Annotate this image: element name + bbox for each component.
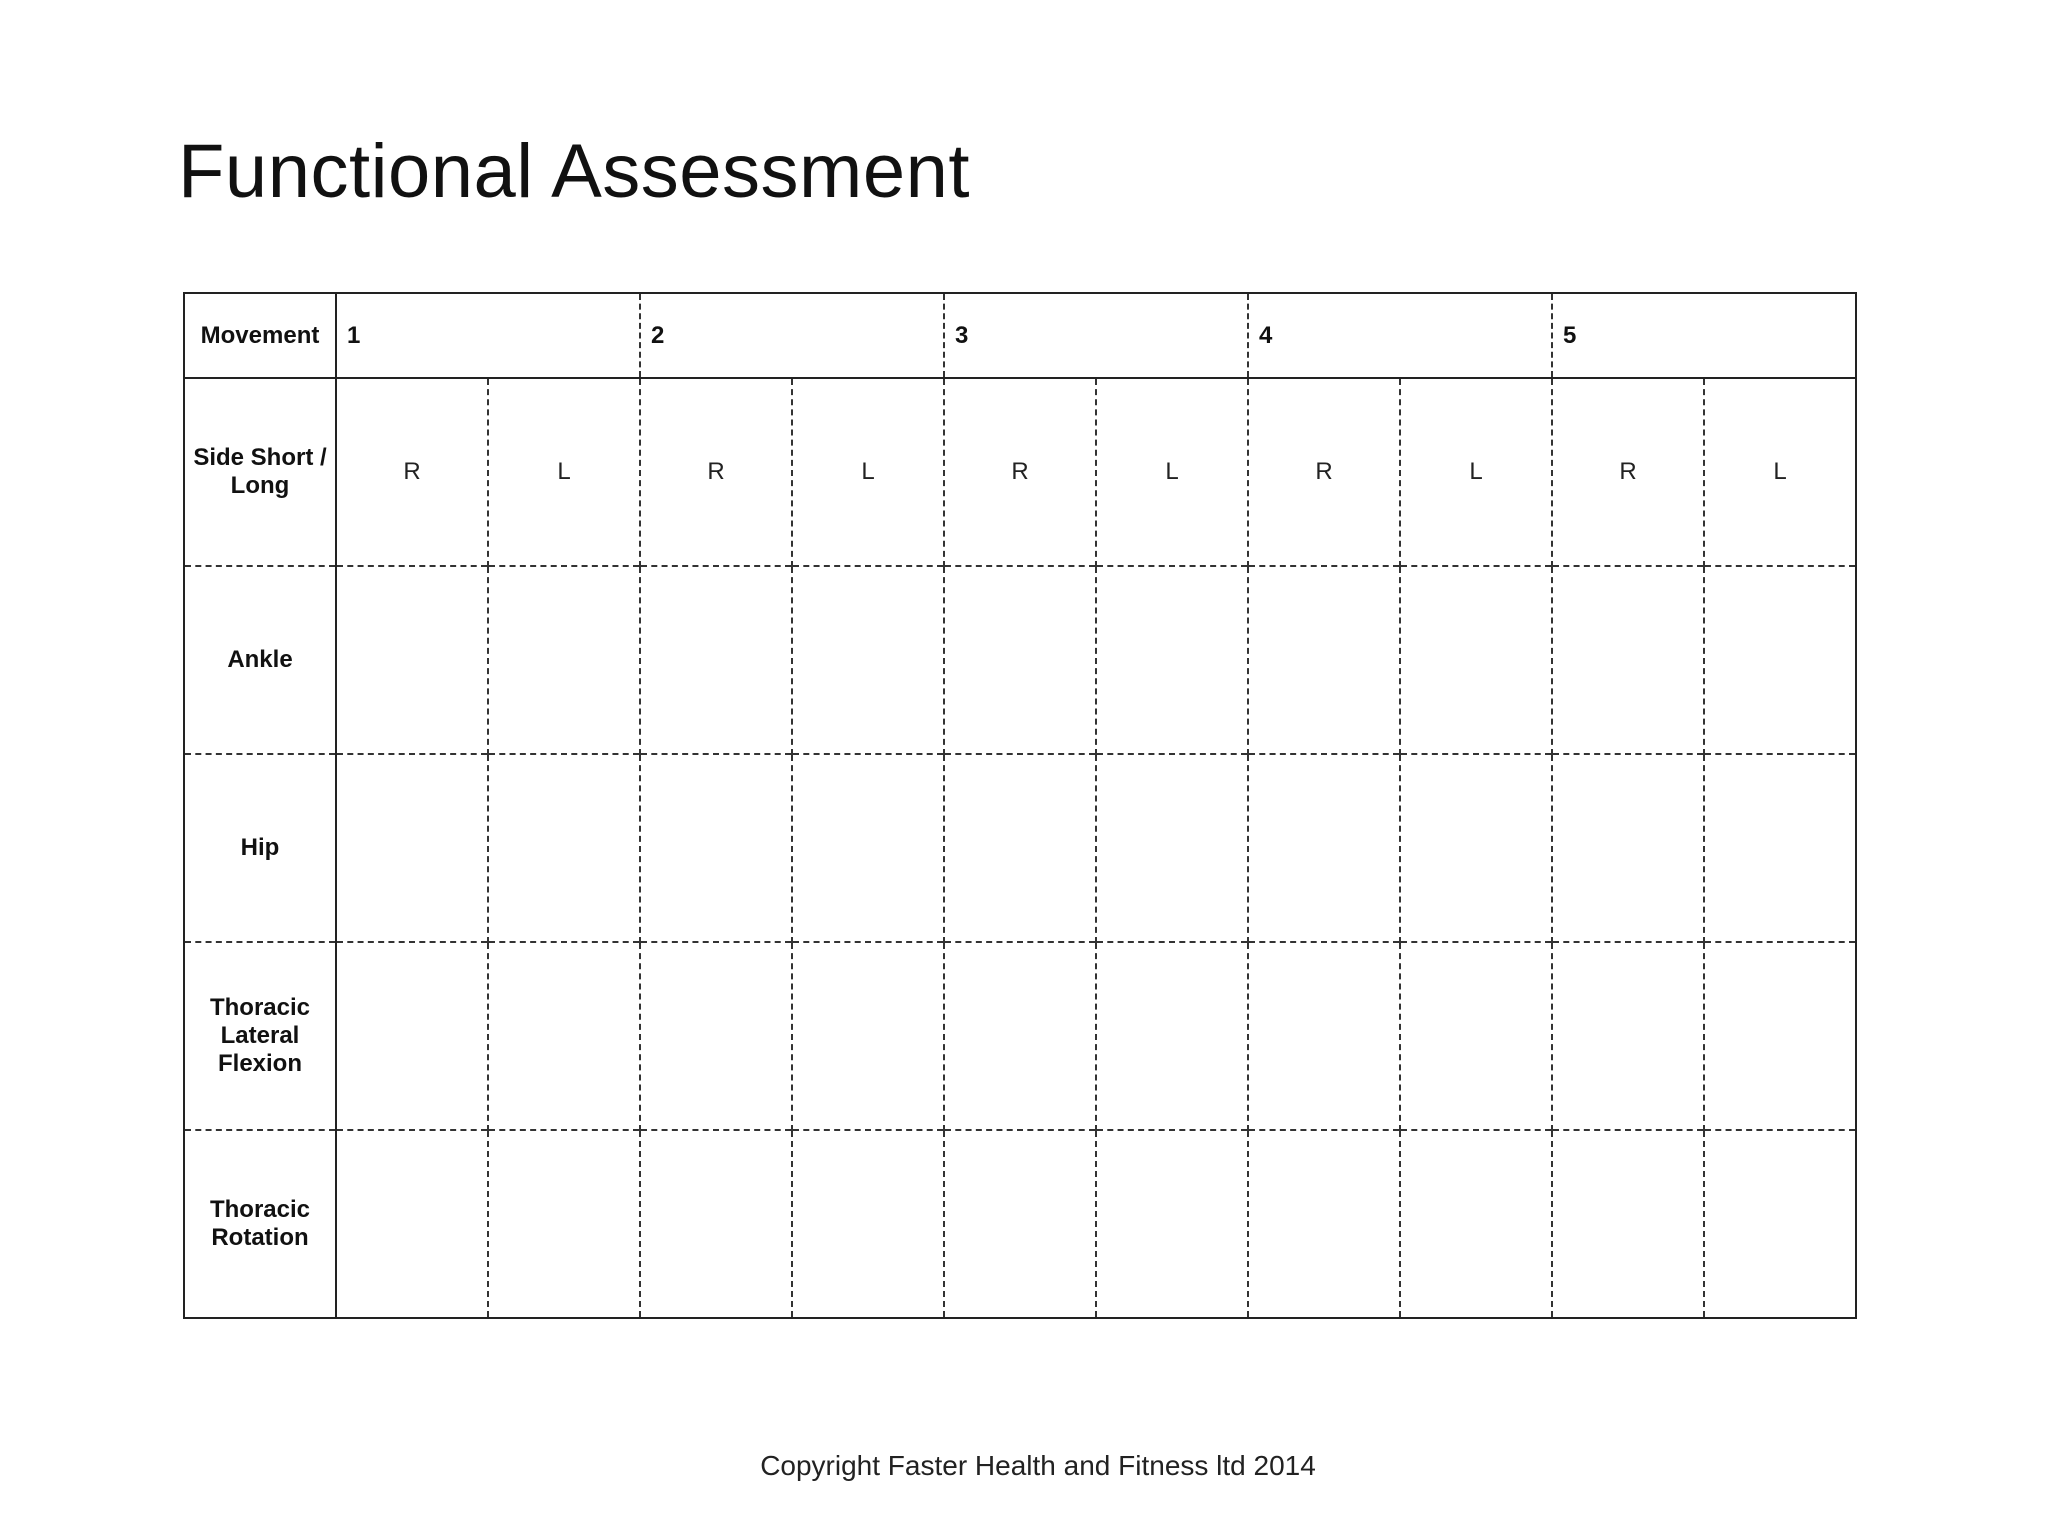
entry-cell[interactable] bbox=[1400, 566, 1552, 754]
entry-cell[interactable] bbox=[1096, 566, 1248, 754]
entry-cell[interactable] bbox=[640, 754, 792, 942]
entry-cell[interactable] bbox=[640, 942, 792, 1130]
side-cell: L bbox=[488, 378, 640, 566]
side-cell: R bbox=[640, 378, 792, 566]
entry-cell[interactable] bbox=[1704, 1130, 1856, 1318]
row-label-hip-text: Hip bbox=[240, 834, 280, 861]
side-cell: L bbox=[1096, 378, 1248, 566]
entry-cell[interactable] bbox=[1096, 1130, 1248, 1318]
movement-number-3: 3 bbox=[944, 293, 1248, 378]
entry-cell[interactable] bbox=[488, 566, 640, 754]
side-cell: R bbox=[1248, 378, 1400, 566]
assessment-table-container bbox=[183, 292, 1857, 1319]
copyright-footer: Copyright Faster Health and Fitness ltd 2014 bbox=[760, 1450, 1316, 1481]
entry-cell[interactable] bbox=[944, 754, 1096, 942]
entry-cell[interactable] bbox=[1248, 566, 1400, 754]
row-label-ankle-text: Ankle bbox=[227, 646, 293, 673]
movement-number-4: 4 bbox=[1248, 293, 1552, 378]
entry-cell[interactable] bbox=[336, 566, 488, 754]
entry-cell[interactable] bbox=[1096, 942, 1248, 1130]
entry-cell[interactable] bbox=[1096, 754, 1248, 942]
page-title: Functional Assessment bbox=[178, 129, 970, 214]
entry-cell[interactable] bbox=[792, 754, 944, 942]
entry-cell[interactable] bbox=[640, 566, 792, 754]
entry-cell[interactable] bbox=[1400, 942, 1552, 1130]
movement-header-label: Movement bbox=[200, 321, 320, 349]
entry-cell[interactable] bbox=[1552, 754, 1704, 942]
side-row-label-text: Side Short / Long bbox=[193, 444, 327, 499]
side-cell: R bbox=[336, 378, 488, 566]
movement-header-row bbox=[184, 293, 1856, 378]
entry-cell[interactable] bbox=[1552, 566, 1704, 754]
entry-cell[interactable] bbox=[1704, 942, 1856, 1130]
movement-number-5: 5 bbox=[1552, 293, 1856, 378]
side-row-label bbox=[184, 378, 336, 566]
entry-cell[interactable] bbox=[792, 1130, 944, 1318]
entry-cell[interactable] bbox=[336, 942, 488, 1130]
entry-cell[interactable] bbox=[336, 1130, 488, 1318]
entry-cell[interactable] bbox=[488, 754, 640, 942]
entry-cell[interactable] bbox=[488, 1130, 640, 1318]
side-cell: L bbox=[1704, 378, 1856, 566]
side-cell: L bbox=[792, 378, 944, 566]
row-label-ankle bbox=[184, 566, 336, 754]
entry-cell[interactable] bbox=[944, 942, 1096, 1130]
entry-cell[interactable] bbox=[1400, 754, 1552, 942]
entry-cell[interactable] bbox=[1248, 1130, 1400, 1318]
row-label-thoracic-rotation bbox=[184, 1130, 336, 1318]
assessment-row-hip bbox=[184, 754, 1856, 942]
row-label-thoracic-rotation-text: Thoracic Rotation bbox=[209, 1196, 311, 1251]
entry-cell[interactable] bbox=[944, 566, 1096, 754]
assessment-row-thoracic-lateral-flexion bbox=[184, 942, 1856, 1130]
row-label-thoracic-lateral-flexion-text: Thoracic Lateral Flexion bbox=[209, 994, 311, 1077]
side-row bbox=[184, 378, 1856, 566]
entry-cell[interactable] bbox=[1400, 1130, 1552, 1318]
side-cell: L bbox=[1400, 378, 1552, 566]
entry-cell[interactable] bbox=[336, 754, 488, 942]
entry-cell[interactable] bbox=[1552, 1130, 1704, 1318]
assessment-row-thoracic-rotation bbox=[184, 1130, 1856, 1318]
entry-cell[interactable] bbox=[1704, 754, 1856, 942]
entry-cell[interactable] bbox=[944, 1130, 1096, 1318]
movement-number-1: 1 bbox=[336, 293, 640, 378]
side-cell: R bbox=[944, 378, 1096, 566]
assessment-row-ankle bbox=[184, 566, 1856, 754]
entry-cell[interactable] bbox=[640, 1130, 792, 1318]
entry-cell[interactable] bbox=[1248, 754, 1400, 942]
side-cell: R bbox=[1552, 378, 1704, 566]
entry-cell[interactable] bbox=[1248, 942, 1400, 1130]
entry-cell[interactable] bbox=[1552, 942, 1704, 1130]
assessment-table bbox=[183, 292, 1857, 1319]
entry-cell[interactable] bbox=[792, 942, 944, 1130]
entry-cell[interactable] bbox=[1704, 566, 1856, 754]
entry-cell[interactable] bbox=[792, 566, 944, 754]
movement-number-2: 2 bbox=[640, 293, 944, 378]
entry-cell[interactable] bbox=[488, 942, 640, 1130]
row-label-hip bbox=[184, 754, 336, 942]
row-label-thoracic-lateral-flexion bbox=[184, 942, 336, 1130]
